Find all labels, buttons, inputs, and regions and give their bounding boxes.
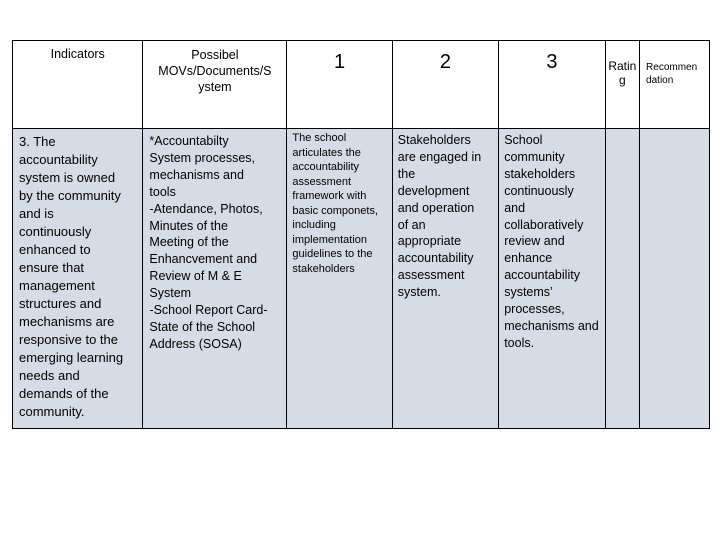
- indicator-cell: 3. The accountability system is owned by the community and is continuously enhanced to ensure that management structures and mechanisms are responsive to the emerging learning needs and demands of the community.: [13, 129, 143, 429]
- assessment-rubric-table: [12, 40, 710, 429]
- header-movs: Possibel MOVs/Documents/S ystem: [143, 41, 287, 129]
- header-indicators: Indicators: [13, 41, 143, 129]
- level-1-cell: The school articulates the accountability assessment framework with basic componets, including implementation guidelines to the stakeholders: [287, 129, 392, 429]
- table-row: [13, 129, 710, 429]
- header-recommendation: Recommen dation: [640, 41, 710, 129]
- level-2-cell: Stakeholders are engaged in the development and operation of an appropriate accountability assessment system.: [392, 129, 498, 429]
- header-level-1: 1: [287, 41, 392, 129]
- level-3-cell: School community stakeholders continuously and collaboratively review and enhance accountability systems’ processes, mechanisms and tools.: [499, 129, 605, 429]
- header-level-3: 3: [499, 41, 605, 129]
- movs-cell: *Accountabilty System processes, mechanisms and tools -Atendance, Photos, Minutes of the Meeting of the Enhancvement and Review of M & E System -School Report Card- State of the School Address (SOSA): [143, 129, 287, 429]
- header-rating: Rating: [605, 41, 639, 129]
- recommendation-cell[interactable]: [640, 129, 710, 429]
- table-header-row: [13, 41, 710, 129]
- rating-cell[interactable]: [605, 129, 639, 429]
- header-level-2: 2: [392, 41, 498, 129]
